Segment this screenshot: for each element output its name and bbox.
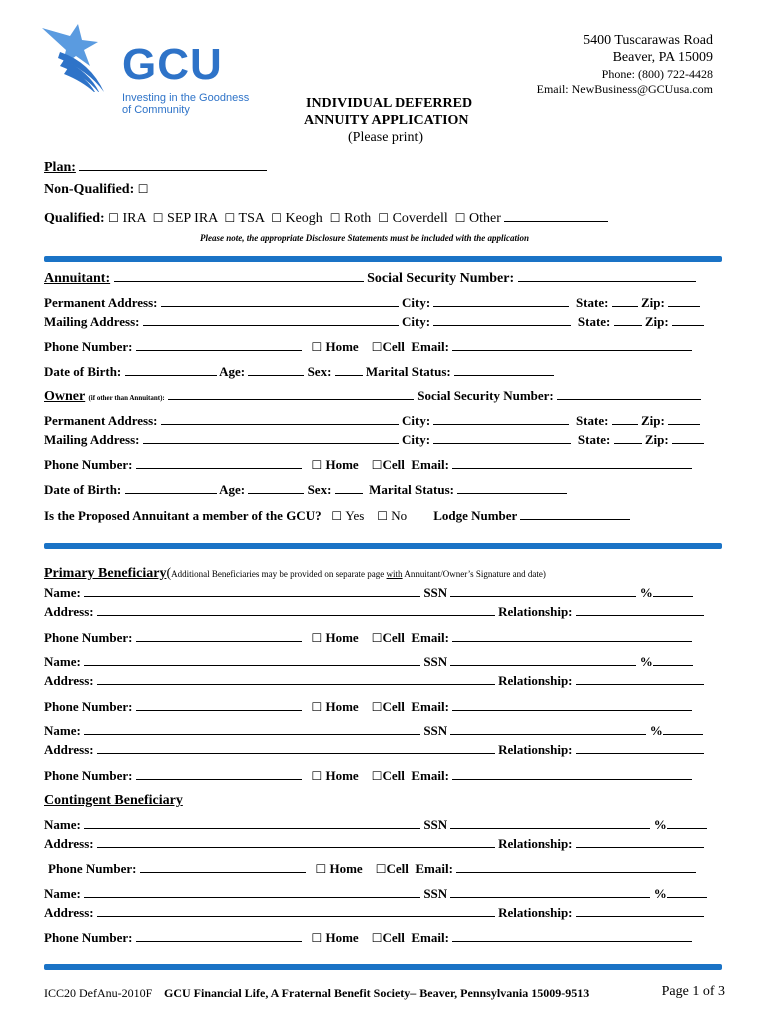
- owner-dob-field[interactable]: [125, 482, 217, 494]
- primary-beneficiary-note-with: with: [386, 569, 403, 579]
- percent-label: %: [653, 886, 667, 901]
- sex-field[interactable]: [335, 364, 363, 376]
- logo-tagline-line1: Investing in the Goodness: [122, 92, 250, 104]
- email-field[interactable]: [456, 861, 696, 873]
- form-title-line3: (Please print): [348, 130, 424, 145]
- cell-label: Cell: [382, 630, 405, 645]
- dob-label: Date of Birth:: [44, 364, 122, 379]
- phone-field[interactable]: [136, 630, 302, 642]
- owner-permanent-address-label: Permanent Address:: [44, 413, 158, 428]
- relationship-field[interactable]: [576, 836, 704, 848]
- owner-home-checkbox[interactable]: ☐: [311, 458, 323, 472]
- keogh-label: Keogh: [285, 211, 323, 226]
- tsa-checkbox[interactable]: ☐: [224, 211, 236, 225]
- owner-city-field[interactable]: [433, 413, 569, 425]
- owner-name-field[interactable]: [168, 388, 414, 400]
- mailing-zip-label: Zip:: [644, 314, 669, 329]
- owner-marital-field[interactable]: [457, 482, 567, 494]
- email-field[interactable]: [452, 699, 692, 711]
- home-label: Home: [325, 339, 359, 354]
- cell-checkbox[interactable]: ☐: [371, 631, 383, 645]
- owner-home-label: Home: [325, 457, 359, 472]
- primary-beneficiary-note-open: (: [166, 566, 172, 581]
- address-label: Address:: [44, 673, 94, 688]
- owner-state-label: State:: [575, 413, 609, 428]
- lodge-label: Lodge Number: [433, 508, 518, 523]
- form-title-line1: INDIVIDUAL DEFERRED: [306, 96, 473, 111]
- phone-field[interactable]: [140, 861, 306, 873]
- name-field[interactable]: [84, 817, 420, 829]
- phone-field[interactable]: [136, 768, 302, 780]
- primary-beneficiary-note-pre: Additional Beneficiaries may be provided on separate page: [171, 569, 387, 579]
- home-checkbox[interactable]: ☐: [311, 631, 323, 645]
- name-label: Name:: [44, 886, 81, 901]
- ssn-label: SSN: [423, 886, 448, 901]
- other-checkbox[interactable]: ☐: [454, 211, 466, 225]
- relationship-label: Relationship:: [498, 742, 573, 757]
- email-label: Email:: [411, 699, 449, 714]
- relationship-label: Relationship:: [498, 604, 573, 619]
- owner-mailing-address-field[interactable]: [143, 432, 399, 444]
- mailing-state-label: State:: [577, 314, 611, 329]
- ssn-field[interactable]: [450, 723, 646, 735]
- member-no-checkbox[interactable]: ☐: [377, 509, 389, 523]
- section-divider-middle: [44, 543, 722, 549]
- owner-zip-label: Zip:: [640, 413, 665, 428]
- form-title-line2: ANNUITY APPLICATION: [304, 113, 469, 128]
- form-id: ICC20 DefAnu-2010F: [44, 986, 153, 1000]
- state-field[interactable]: [612, 295, 638, 307]
- permanent-address-field[interactable]: [161, 295, 399, 307]
- owner-permanent-address-field[interactable]: [161, 413, 399, 425]
- logo-tagline-line2: of Community: [122, 104, 190, 116]
- cell-checkbox[interactable]: ☐: [371, 340, 383, 354]
- plan-label: Plan:: [44, 160, 76, 175]
- phone-label: Phone Number:: [44, 768, 133, 783]
- email-field[interactable]: [452, 630, 692, 642]
- disclosure-note: Please note, the appropriate Disclosure Statements must be included with the application: [200, 233, 530, 243]
- zip-label: Zip:: [640, 295, 665, 310]
- marital-field[interactable]: [454, 364, 554, 376]
- mailing-address-label: Mailing Address:: [44, 314, 140, 329]
- ira-checkbox[interactable]: ☐: [108, 211, 119, 225]
- percent-field[interactable]: [653, 654, 693, 666]
- dob-field[interactable]: [125, 364, 217, 376]
- percent-field[interactable]: [653, 585, 693, 597]
- percent-label: %: [649, 723, 663, 738]
- address-label: Address:: [44, 604, 94, 619]
- owner-phone-label: Phone Number:: [44, 457, 133, 472]
- cell-label: Cell: [382, 339, 405, 354]
- tsa-label: TSA: [238, 211, 265, 226]
- section-divider-bottom: [44, 964, 722, 970]
- phone-field[interactable]: [136, 699, 302, 711]
- address-label: Address:: [44, 905, 94, 920]
- percent-field[interactable]: [667, 886, 707, 898]
- owner-dob-label: Date of Birth:: [44, 482, 122, 497]
- annuitant-label: Annuitant:: [44, 271, 111, 286]
- owner-mailing-zip-label: Zip:: [644, 432, 669, 447]
- phone-label: Phone Number:: [44, 339, 133, 354]
- name-label: Name:: [44, 654, 81, 669]
- owner-mailing-state-label: State:: [577, 432, 611, 447]
- phone-label: Phone Number:: [44, 699, 133, 714]
- name-field[interactable]: [84, 654, 420, 666]
- mailing-zip-field[interactable]: [672, 314, 704, 326]
- primary-beneficiary-note: [171, 569, 546, 579]
- relationship-label: Relationship:: [498, 836, 573, 851]
- percent-field[interactable]: [667, 817, 707, 829]
- other-field[interactable]: [504, 210, 608, 222]
- ira-label: IRA: [122, 211, 146, 226]
- owner-cell-label: Cell: [382, 457, 405, 472]
- owner-email-label: Email:: [411, 457, 449, 472]
- address-field[interactable]: [97, 604, 495, 616]
- relationship-field[interactable]: [576, 673, 704, 685]
- owner-ssn-label: Social Security Number:: [417, 388, 554, 403]
- email-label: Email:: [411, 930, 449, 945]
- member-yes-label: Yes: [345, 508, 365, 523]
- home-label: Home: [325, 699, 359, 714]
- primary-beneficiary-heading: Primary Beneficiary: [44, 566, 167, 581]
- cell-label: Cell: [382, 930, 405, 945]
- keogh-checkbox[interactable]: ☐: [271, 211, 282, 225]
- percent-field[interactable]: [663, 723, 703, 735]
- nonqualified-label: Non-Qualified:: [44, 182, 135, 197]
- relationship-field[interactable]: [576, 742, 704, 754]
- lodge-field[interactable]: [520, 508, 630, 520]
- ssn-field[interactable]: [450, 817, 650, 829]
- sep-ira-label: SEP IRA: [167, 211, 218, 226]
- contact-phone: Phone: (800) 722-4428: [601, 67, 713, 81]
- home-label: Home: [325, 630, 359, 645]
- name-field[interactable]: [84, 585, 420, 597]
- phone-field[interactable]: [136, 339, 302, 351]
- owner-sex-label: Sex:: [307, 482, 332, 497]
- annuitant-ssn-label: Social Security Number:: [367, 271, 515, 286]
- owner-phone-field[interactable]: [136, 457, 302, 469]
- email-field[interactable]: [452, 930, 692, 942]
- cell-checkbox[interactable]: ☐: [371, 700, 383, 714]
- home-checkbox[interactable]: ☐: [311, 700, 323, 714]
- email-label: Email:: [411, 630, 449, 645]
- footer-org-line: GCU Financial Life, A Fraternal Benefit Society– Beaver, Pennsylvania 15009-9513: [164, 986, 590, 1000]
- coverdell-label: Coverdell: [392, 211, 448, 226]
- owner-sex-field[interactable]: [335, 482, 363, 494]
- ssn-label: SSN: [423, 723, 448, 738]
- member-no-label: No: [391, 508, 408, 523]
- age-label: Age:: [219, 364, 246, 379]
- plan-field[interactable]: [79, 159, 267, 171]
- section-divider-top: [44, 256, 722, 262]
- city-field[interactable]: [433, 295, 569, 307]
- email-field[interactable]: [452, 768, 692, 780]
- ssn-field[interactable]: [450, 654, 636, 666]
- owner-zip-field[interactable]: [668, 413, 700, 425]
- address-field[interactable]: [97, 742, 495, 754]
- relationship-field[interactable]: [576, 604, 704, 616]
- address-field[interactable]: [97, 905, 495, 917]
- phone-label: Phone Number:: [48, 861, 137, 876]
- nonqualified-checkbox[interactable]: ☐: [137, 182, 149, 196]
- phone-label: Phone Number:: [44, 630, 133, 645]
- address-field[interactable]: [97, 836, 495, 848]
- home-checkbox[interactable]: ☐: [311, 769, 323, 783]
- coverdell-checkbox[interactable]: ☐: [378, 211, 390, 225]
- mailing-city-label: City:: [401, 314, 431, 329]
- logo-text: GCU: [122, 40, 223, 89]
- name-field[interactable]: [84, 886, 420, 898]
- city-label: City:: [402, 295, 431, 310]
- owner-mailing-city-label: City:: [401, 432, 431, 447]
- relationship-field[interactable]: [576, 905, 704, 917]
- ssn-field[interactable]: [450, 585, 636, 597]
- name-label: Name:: [44, 585, 81, 600]
- email-label: Email:: [415, 861, 453, 876]
- phone-field[interactable]: [136, 930, 302, 942]
- sex-label: Sex:: [307, 364, 332, 379]
- roth-checkbox[interactable]: ☐: [329, 211, 341, 225]
- home-label: Home: [325, 768, 359, 783]
- name-field[interactable]: [84, 723, 420, 735]
- zip-field[interactable]: [668, 295, 700, 307]
- age-field[interactable]: [248, 364, 304, 376]
- cell-checkbox[interactable]: ☐: [371, 769, 383, 783]
- phone-label: Phone Number:: [44, 930, 133, 945]
- qualified-label: Qualified:: [44, 211, 105, 226]
- owner-mailing-zip-field[interactable]: [672, 432, 704, 444]
- permanent-address-label: Permanent Address:: [44, 295, 158, 310]
- email-field[interactable]: [452, 339, 692, 351]
- percent-label: %: [639, 585, 653, 600]
- other-label: Other: [469, 211, 501, 226]
- state-label: State:: [575, 295, 609, 310]
- member-question: Is the Proposed Annuitant a member of the GCU?: [44, 508, 322, 523]
- cell-label: Cell: [386, 861, 409, 876]
- ssn-label: SSN: [423, 585, 448, 600]
- annuitant-ssn-field[interactable]: [518, 270, 696, 282]
- contingent-beneficiary-heading: Contingent Beneficiary: [44, 793, 183, 808]
- address-label: Address:: [44, 836, 94, 851]
- relationship-label: Relationship:: [498, 673, 573, 688]
- owner-label: Owner: [44, 389, 86, 404]
- mailing-state-field[interactable]: [614, 314, 642, 326]
- ssn-label: SSN: [423, 654, 448, 669]
- email-label: Email:: [411, 768, 449, 783]
- contact-email: Email: NewBusiness@GCUusa.com: [536, 82, 713, 96]
- ssn-label: SSN: [423, 817, 448, 832]
- address-field[interactable]: [97, 673, 495, 685]
- percent-label: %: [639, 654, 653, 669]
- owner-state-field[interactable]: [612, 413, 638, 425]
- owner-email-field[interactable]: [452, 457, 692, 469]
- cell-label: Cell: [382, 768, 405, 783]
- relationship-label: Relationship:: [498, 905, 573, 920]
- primary-beneficiary-note-post: Annuitant/Owner’s Signature and date): [402, 569, 546, 579]
- cell-checkbox[interactable]: ☐: [371, 931, 383, 945]
- mailing-address-field[interactable]: [143, 314, 399, 326]
- home-checkbox[interactable]: ☐: [315, 862, 327, 876]
- annuitant-name-field[interactable]: [114, 270, 364, 282]
- address-label: Address:: [44, 742, 94, 757]
- owner-age-label: Age:: [219, 482, 246, 497]
- owner-mailing-city-field[interactable]: [433, 432, 571, 444]
- owner-ssn-field[interactable]: [557, 388, 701, 400]
- owner-cell-checkbox[interactable]: ☐: [371, 458, 383, 472]
- marital-label: Marital Status:: [365, 364, 451, 379]
- cell-checkbox[interactable]: ☐: [375, 862, 387, 876]
- name-label: Name:: [44, 723, 81, 738]
- sep-ira-checkbox[interactable]: ☐: [152, 211, 164, 225]
- page-number: Page 1 of 3: [661, 984, 725, 999]
- home-checkbox[interactable]: ☐: [311, 931, 323, 945]
- email-label: Email:: [411, 339, 449, 354]
- owner-marital-label: Marital Status:: [369, 482, 455, 497]
- home-label: Home: [329, 861, 363, 876]
- owner-mailing-address-label: Mailing Address:: [44, 432, 140, 447]
- owner-note: (if other than Annuitant):: [88, 394, 165, 402]
- cell-label: Cell: [382, 699, 405, 714]
- mailing-city-field[interactable]: [433, 314, 571, 326]
- home-label: Home: [325, 930, 359, 945]
- ssn-field[interactable]: [450, 886, 650, 898]
- gcu-logo: [40, 22, 260, 122]
- address-line1: 5400 Tuscarawas Road: [583, 33, 713, 48]
- name-label: Name:: [44, 817, 81, 832]
- owner-age-field[interactable]: [248, 482, 304, 494]
- owner-city-label: City:: [402, 413, 431, 428]
- member-yes-checkbox[interactable]: ☐: [331, 509, 343, 523]
- address-line2: Beaver, PA 15009: [612, 50, 713, 65]
- owner-mailing-state-field[interactable]: [614, 432, 642, 444]
- percent-label: %: [653, 817, 667, 832]
- roth-label: Roth: [344, 211, 372, 226]
- star-swoosh-icon: [40, 22, 130, 92]
- home-checkbox[interactable]: ☐: [311, 340, 323, 354]
